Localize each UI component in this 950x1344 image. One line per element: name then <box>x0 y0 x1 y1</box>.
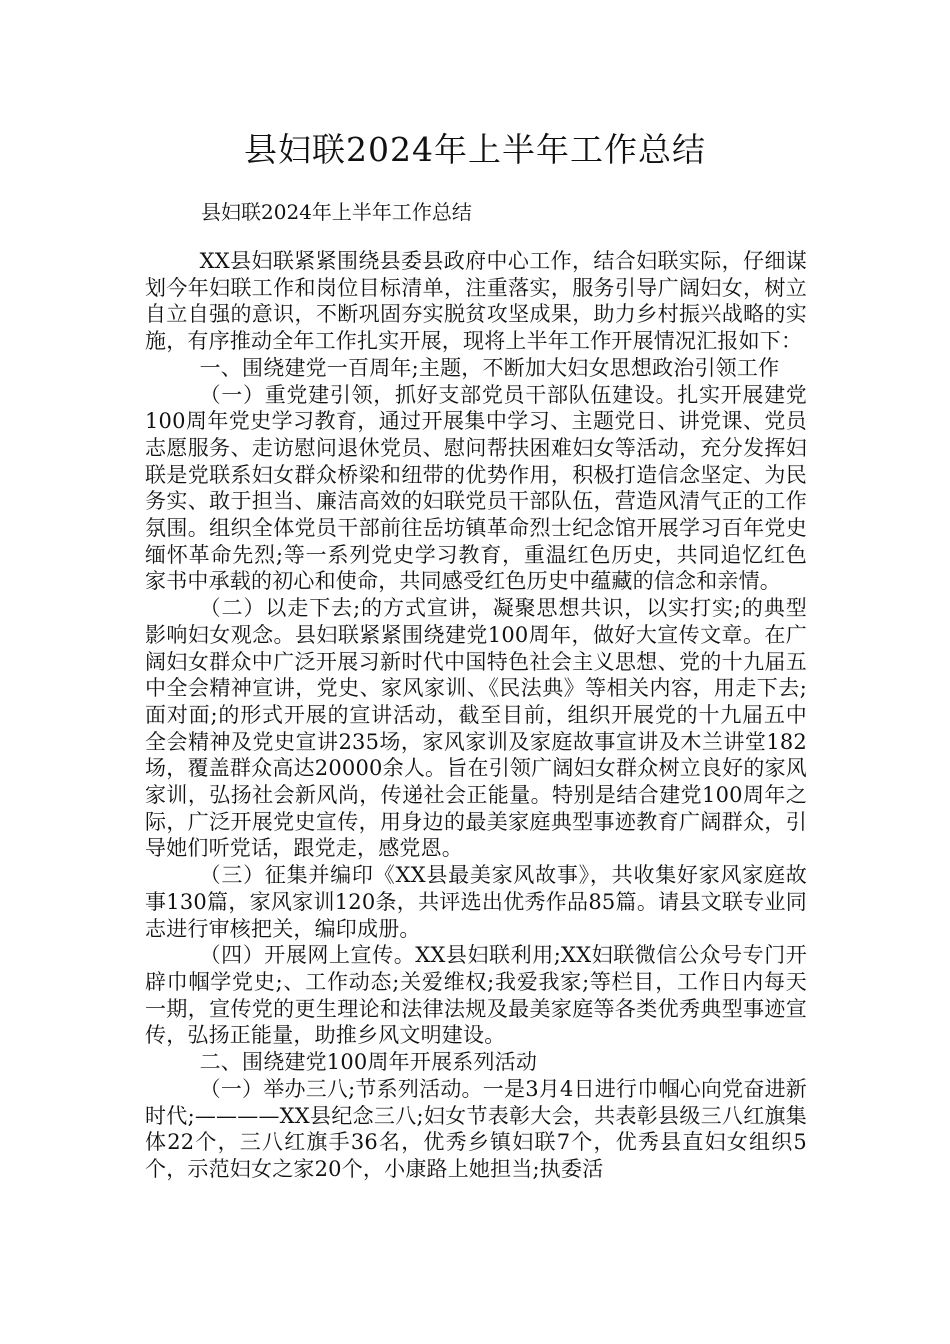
document-title: 县妇联2024年上半年工作总结 <box>244 130 706 169</box>
document-body <box>145 248 807 1183</box>
paragraph-1-1: （一）重党建引领，抓好支部党员干部队伍建设。扎实开展建党100周年党史学习教育，通过开展集中学习、主题党日、讲党课、党员志愿服务、走访慰问退休党员、慰问帮扶困难妇女等活动，充分发挥妇联是党联系妇女群众桥梁和纽带的优势作用，积极打造信念坚定、为民务实、敢于担当、廉洁高效的妇联党员干部队伍，营造风清气正的工作氛围。组织全体党员干部前往岳坊镇革命烈士纪念馆开展学习百年党史缅怀革命先烈;等一系列党史学习教育，重温红色历史，共同追忆红色家书中承载的初心和使命，共同感受红色历史中蕴藏的信念和亲情。 <box>145 382 807 594</box>
paragraph-1-3: （三）征集并编印《XX县最美家风故事》，共收集好家风家庭故事130篇，家风家训120条，共评选出优秀作品85篇。请县文联专业同志进行审核把关，编印成册。 <box>145 863 807 941</box>
paragraph-1-4: （四）开展网上宣传。XX县妇联利用;XX妇联微信公众号专门开辟巾帼学党史;、工作动态;关爱维权;我爱我家;等栏目，工作日内每天一期，宣传党的更生理论和法律法规及最美家庭等各类优秀典型事迹宣传，弘扬正能量，助推乡风文明建设。 <box>145 943 807 1048</box>
paragraph-1-2: （二）以走下去;的方式宣讲，凝聚思想共识，以实打实;的典型影响妇女观念。县妇联紧紧围绕建党100周年，做好大宣传文章。在广阔妇女群众中广泛开展习新时代中国特色社会主义思想、党的十九届五中全会精神宣讲，党史、家风家训、《民法典》等相关内容，用走下去;面对面;的形式开展的宣讲活动，截至目前，组织开展党的十九届五中全会精神及党史宣讲235场，家风家训及家庭故事宣讲及木兰讲堂182场，覆盖群众高达20000余人。旨在引领广阔妇女群众树立良好的家风家训，弘扬社会新风尚，传递社会正能量。特别是结合建党100周年之际，广泛开展党史宣传，用身边的最美家庭典型事迹教育广阔群众，引导她们听党话，跟党走，感党恩。 <box>145 596 807 861</box>
section-heading-1: 一、围绕建党一百周年;主题，不断加大妇女思想政治引领工作 <box>199 355 780 380</box>
paragraph-2-1: （一）举办三八;节系列活动。一是3月4日进行巾帼心向党奋进新时代;————XX县纪念三八;妇女节表彰大会，共表彰县级三八红旗集体22个，三八红旗手36名，优秀乡镇妇联7个，优秀县直妇女组织5个，示范妇女之家20个，小康路上她担当;执委活 <box>145 1076 807 1181</box>
paragraph-intro: XX县妇联紧紧围绕县委县政府中心工作，结合妇联实际，仔细谋划今年妇联工作和岗位目标清单，注重落实，服务引导广阔妇女，树立自立自强的意识，不断巩固夯实脱贫攻坚成果，助力乡村振兴战略的实施，有序推动全年工作扎实开展，现将上半年工作开展情况汇报如下： <box>145 249 807 354</box>
document-subtitle: 县妇联2024年上半年工作总结 <box>201 200 472 224</box>
section-heading-2: 二、围绕建党100周年开展系列活动 <box>199 1050 538 1075</box>
